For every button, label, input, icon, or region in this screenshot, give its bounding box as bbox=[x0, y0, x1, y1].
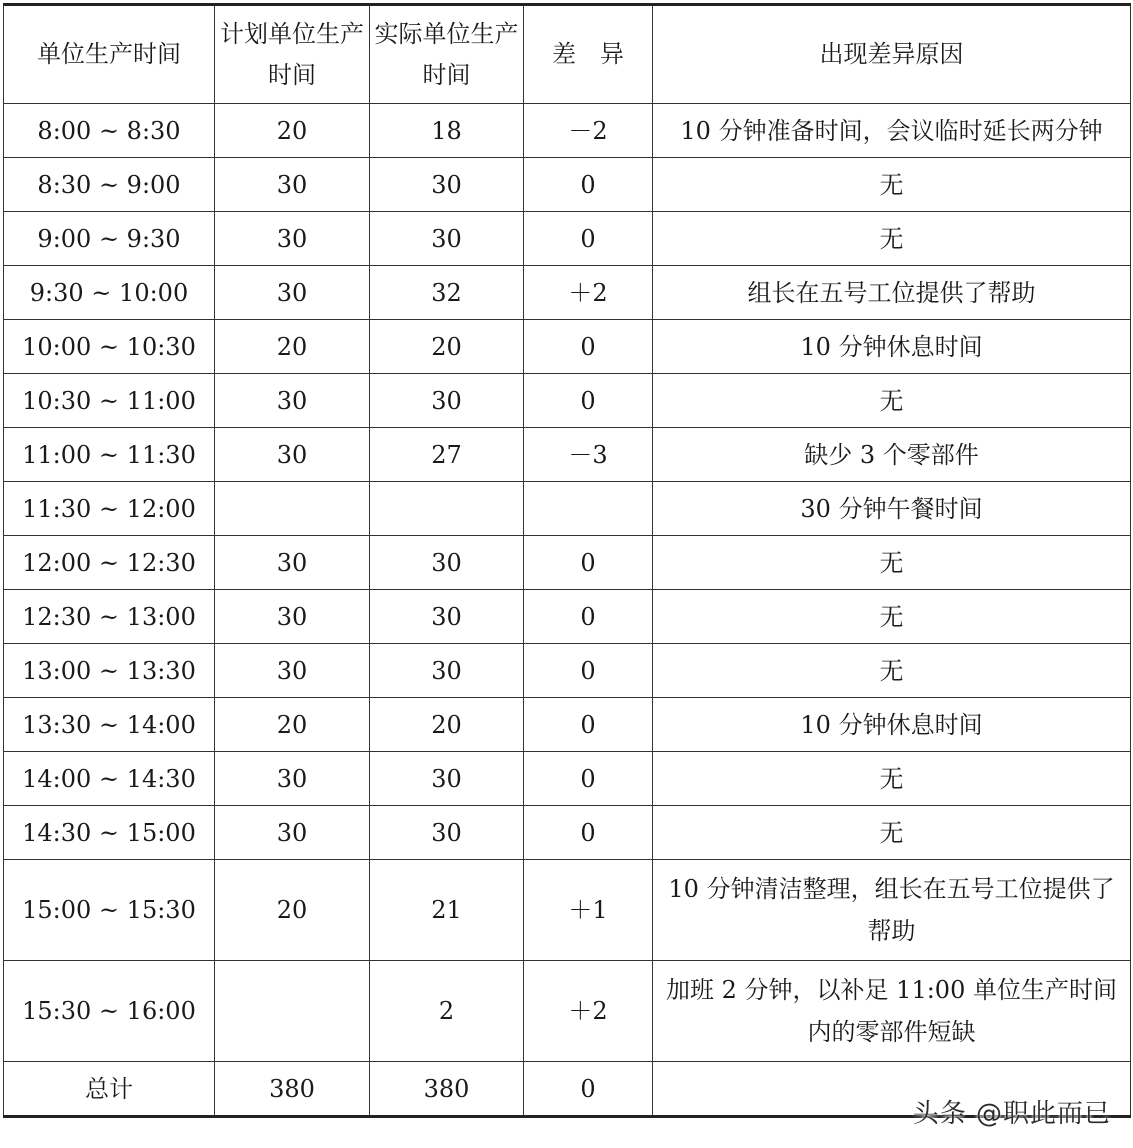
total-label: 总计 bbox=[4, 1062, 215, 1117]
watermark: 头条 @职此而已 bbox=[912, 1099, 1111, 1129]
cell-plan: 30 bbox=[215, 428, 370, 482]
cell-actual: 30 bbox=[370, 644, 524, 698]
cell-reason: 加班 2 分钟，以补足 11:00 单位生产时间内的零部件短缺 bbox=[653, 961, 1131, 1062]
table-row bbox=[4, 266, 1131, 320]
cell-plan: 30 bbox=[215, 158, 370, 212]
cell-reason: 10 分钟准备时间，会议临时延长两分钟 bbox=[653, 104, 1131, 158]
cell-actual bbox=[370, 482, 524, 536]
cell-time: 10:30 ~ 11:00 bbox=[4, 374, 215, 428]
cell-actual: 32 bbox=[370, 266, 524, 320]
cell-time: 9:00 ~ 9:30 bbox=[4, 212, 215, 266]
cell-reason: 无 bbox=[653, 158, 1131, 212]
total-actual: 380 bbox=[370, 1062, 524, 1117]
cell-actual: 2 bbox=[370, 961, 524, 1062]
header-difference: 差 异 bbox=[524, 5, 653, 104]
cell-time: 12:30 ~ 13:00 bbox=[4, 590, 215, 644]
cell-actual: 30 bbox=[370, 806, 524, 860]
table-row bbox=[4, 860, 1131, 961]
table-row bbox=[4, 590, 1131, 644]
cell-diff: 0 bbox=[524, 806, 653, 860]
cell-plan: 20 bbox=[215, 320, 370, 374]
total-diff: 0 bbox=[524, 1062, 653, 1117]
cell-time: 15:00 ~ 15:30 bbox=[4, 860, 215, 961]
table-row bbox=[4, 698, 1131, 752]
cell-plan: 30 bbox=[215, 806, 370, 860]
cell-diff: ＋2 bbox=[524, 961, 653, 1062]
table-row bbox=[4, 482, 1131, 536]
cell-plan bbox=[215, 482, 370, 536]
cell-time: 14:00 ~ 14:30 bbox=[4, 752, 215, 806]
cell-actual: 30 bbox=[370, 158, 524, 212]
cell-reason: 10 分钟休息时间 bbox=[653, 320, 1131, 374]
cell-time: 8:30 ~ 9:00 bbox=[4, 158, 215, 212]
cell-time: 12:00 ~ 12:30 bbox=[4, 536, 215, 590]
table-row bbox=[4, 320, 1131, 374]
cell-plan: 20 bbox=[215, 860, 370, 961]
cell-actual: 21 bbox=[370, 860, 524, 961]
cell-plan: 30 bbox=[215, 590, 370, 644]
table-row bbox=[4, 536, 1131, 590]
cell-time: 15:30 ~ 16:00 bbox=[4, 961, 215, 1062]
cell-time: 13:30 ~ 14:00 bbox=[4, 698, 215, 752]
cell-time: 14:30 ~ 15:00 bbox=[4, 806, 215, 860]
cell-actual: 18 bbox=[370, 104, 524, 158]
cell-diff: 0 bbox=[524, 158, 653, 212]
table-row bbox=[4, 212, 1131, 266]
table-row bbox=[4, 961, 1131, 1062]
table-header-row bbox=[4, 5, 1131, 104]
cell-diff: 0 bbox=[524, 698, 653, 752]
table-row bbox=[4, 158, 1131, 212]
cell-actual: 27 bbox=[370, 428, 524, 482]
cell-reason: 10 分钟休息时间 bbox=[653, 698, 1131, 752]
cell-plan: 30 bbox=[215, 212, 370, 266]
cell-reason: 10 分钟清洁整理，组长在五号工位提供了帮助 bbox=[653, 860, 1131, 961]
table-row bbox=[4, 374, 1131, 428]
cell-diff: 0 bbox=[524, 374, 653, 428]
cell-reason: 30 分钟午餐时间 bbox=[653, 482, 1131, 536]
cell-reason: 无 bbox=[653, 212, 1131, 266]
cell-diff: 0 bbox=[524, 536, 653, 590]
cell-diff: －2 bbox=[524, 104, 653, 158]
cell-actual: 20 bbox=[370, 320, 524, 374]
cell-actual: 30 bbox=[370, 752, 524, 806]
cell-plan: 30 bbox=[215, 374, 370, 428]
cell-plan bbox=[215, 961, 370, 1062]
table-row bbox=[4, 104, 1131, 158]
cell-plan: 20 bbox=[215, 104, 370, 158]
cell-time: 8:00 ~ 8:30 bbox=[4, 104, 215, 158]
cell-time: 9:30 ~ 10:00 bbox=[4, 266, 215, 320]
cell-reason: 无 bbox=[653, 644, 1131, 698]
cell-plan: 20 bbox=[215, 698, 370, 752]
cell-reason: 无 bbox=[653, 806, 1131, 860]
header-reason: 出现差异原因 bbox=[653, 5, 1131, 104]
cell-diff: ＋1 bbox=[524, 860, 653, 961]
cell-plan: 30 bbox=[215, 536, 370, 590]
cell-diff: 0 bbox=[524, 644, 653, 698]
cell-reason: 缺少 3 个零部件 bbox=[653, 428, 1131, 482]
table-row bbox=[4, 644, 1131, 698]
cell-time: 11:30 ~ 12:00 bbox=[4, 482, 215, 536]
cell-plan: 30 bbox=[215, 644, 370, 698]
cell-time: 10:00 ~ 10:30 bbox=[4, 320, 215, 374]
total-plan: 380 bbox=[215, 1062, 370, 1117]
table-row bbox=[4, 806, 1131, 860]
cell-diff: ＋2 bbox=[524, 266, 653, 320]
cell-plan: 30 bbox=[215, 752, 370, 806]
cell-actual: 30 bbox=[370, 590, 524, 644]
cell-diff: －3 bbox=[524, 428, 653, 482]
table-row bbox=[4, 428, 1131, 482]
cell-reason: 无 bbox=[653, 590, 1131, 644]
cell-time: 11:00 ~ 11:30 bbox=[4, 428, 215, 482]
table-row bbox=[4, 752, 1131, 806]
header-unit-time: 单位生产时间 bbox=[4, 5, 215, 104]
cell-diff bbox=[524, 482, 653, 536]
header-planned: 计划单位生产时间 bbox=[215, 5, 370, 104]
cell-reason: 无 bbox=[653, 752, 1131, 806]
cell-plan: 30 bbox=[215, 266, 370, 320]
cell-diff: 0 bbox=[524, 320, 653, 374]
cell-diff: 0 bbox=[524, 752, 653, 806]
cell-reason: 组长在五号工位提供了帮助 bbox=[653, 266, 1131, 320]
cell-actual: 30 bbox=[370, 212, 524, 266]
cell-actual: 30 bbox=[370, 374, 524, 428]
cell-time: 13:00 ~ 13:30 bbox=[4, 644, 215, 698]
cell-reason: 无 bbox=[653, 536, 1131, 590]
header-actual: 实际单位生产时间 bbox=[370, 5, 524, 104]
cell-diff: 0 bbox=[524, 590, 653, 644]
cell-actual: 20 bbox=[370, 698, 524, 752]
cell-reason: 无 bbox=[653, 374, 1131, 428]
production-time-table bbox=[3, 3, 1131, 1118]
cell-actual: 30 bbox=[370, 536, 524, 590]
cell-diff: 0 bbox=[524, 212, 653, 266]
